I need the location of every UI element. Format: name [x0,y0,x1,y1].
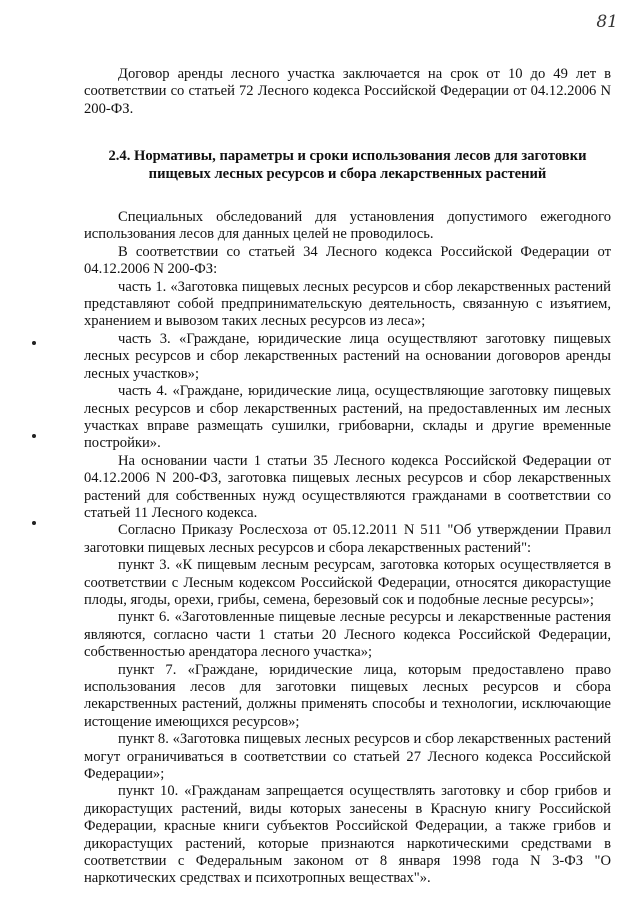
document-body [84,66,611,888]
paragraph: В соответствии со статьей 34 Лесного кодекса Российской Федерации от 04.12.2006 N 200-ФЗ: [84,243,611,278]
paragraph: пункт 10. «Гражданам запрещается осуществлять заготовку и сбор грибов и дикорастущих растений, виды которых занесены в Красную книгу Российской Федерации, красные книги субъектов Российской Федерации, а также грибов и дикорастущих растений, которые признаются наркотическими средствами в соответствии с Федеральным законом от 8 января 1998 года N 3-ФЗ "О наркотических средствах и психотропных веществах"». [84,783,611,887]
section-heading: 2.4. Нормативы, параметры и сроки использования лесов для заготовки пищевых лесных ресурсов и сбора лекарственных растений [108,148,587,182]
paragraph: пункт 3. «К пищевым лесным ресурсам, заготовка которых осуществляется в соответствии с Лесным кодексом Российской Федерации, относятся дикорастущие плоды, ягоды, орехи, грибы, семена, березовый сок и подобные лесные ресурсы»; [84,557,611,608]
paragraph: пункт 7. «Граждане, юридические лица, которым предоставлено право использования лесов для заготовки пищевых лесных ресурсов и сбора лекарственных растений, должны применять способы и технологии, исключающие истощение имеющихся ресурсов»; [84,661,611,730]
paragraph: часть 1. «Заготовка пищевых лесных ресурсов и сбор лекарственных растений представляют собой предпринимательскую деятельность, связанную с изъятием, хранением и вывозом таких лесных ресурсов из леса»; [84,278,611,330]
page-number: 81 [596,12,618,32]
paragraph: Специальных обследований для установления допустимого ежегодного использования лесов для данных целей не проводилось. [84,209,611,243]
margin-dot [32,341,36,345]
margin-dot [32,521,36,525]
paragraph: На основании части 1 статьи 35 Лесного кодекса Российской Федерации от 04.12.2006 N 200-ФЗ, заготовка пищевых лесных ресурсов и сбор лекарственных растений для собственных нужд осуществляются гражданами в соответствии со статьей 11 Лесного кодекса. [84,452,611,521]
paragraph: часть 3. «Граждане, юридические лица осуществляют заготовку пищевых лесных ресурсов и сбор лекарственных растений на основании договоров аренды лесных участков»; [84,330,611,382]
paragraph: пункт 8. «Заготовка пищевых лесных ресурсов и сбор лекарственных растений могут ограничиваться в соответствии со статьей 27 Лесного кодекса Российской Федерации»; [84,731,611,783]
paragraph: пункт 6. «Заготовленные пищевые лесные ресурсы и лекарственные растения являются, согласно части 1 статьи 20 Лесного кодекса Российской Федерации, собственностью арендатора лесного участка»; [84,609,611,661]
margin-dot [32,434,36,438]
paragraph: Согласно Приказу Рослесхоза от 05.12.2011 N 511 "Об утверждении Правил заготовки пищевых лесных ресурсов и сбора лекарственных растений": [84,522,611,556]
paragraph: часть 4. «Граждане, юридические лица, осуществляющие заготовку пищевых лесных ресурсов и сбор лекарственных растений, на предоставленных им лесных участках вправе размещать сушилки, грибоварни, склады и другие временные постройки». [84,383,611,452]
intro-paragraph: Договор аренды лесного участка заключается на срок от 10 до 49 лет в соответствии со статьей 72 Лесного кодекса Российской Федерации от 04.12.2006 N 200-ФЗ. [84,66,611,117]
